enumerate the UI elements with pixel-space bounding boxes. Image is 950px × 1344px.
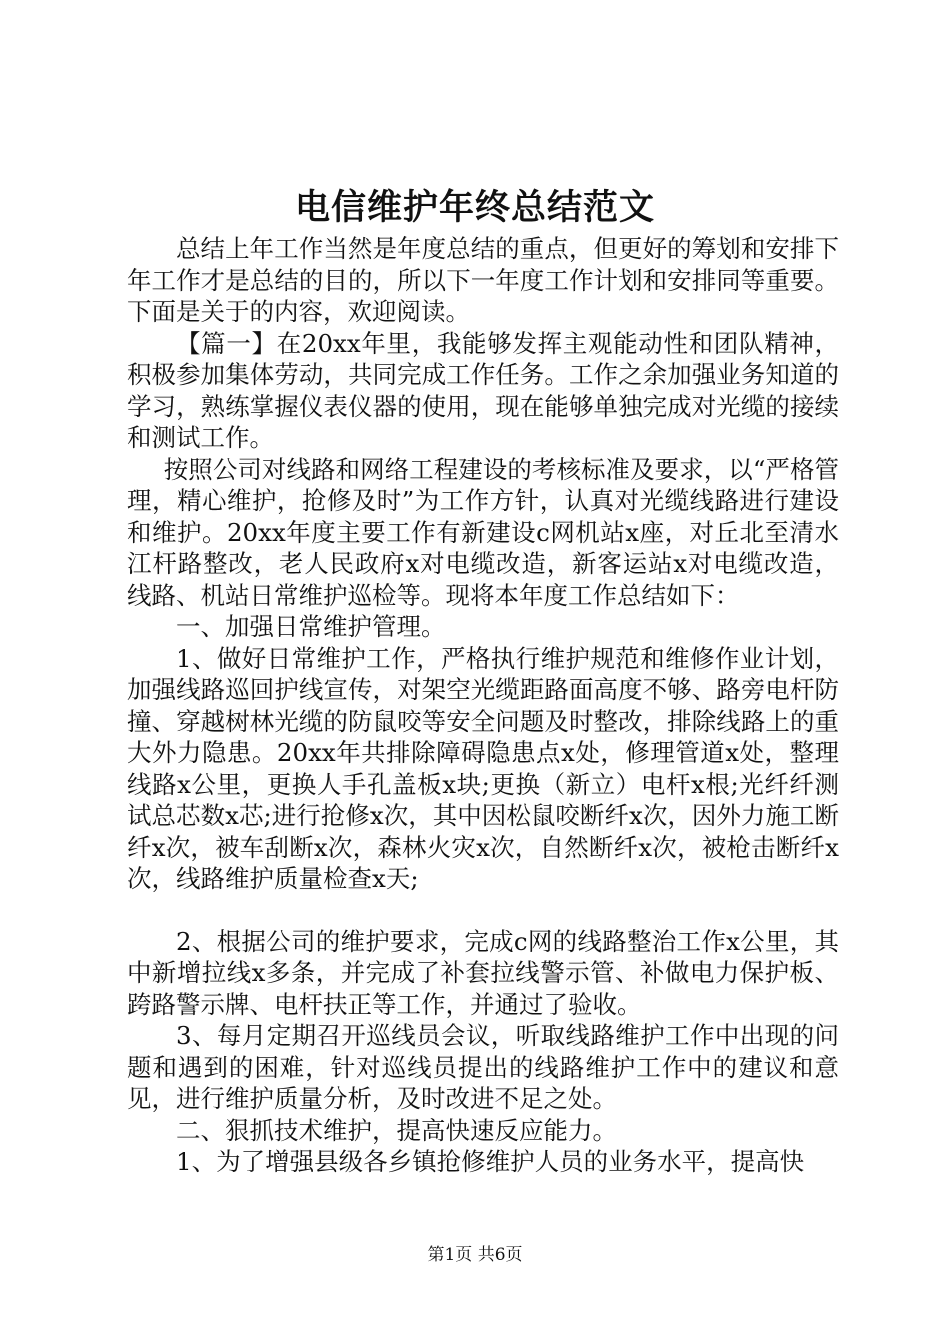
paragraph-gap [127,895,839,926]
item-1-tech-paragraph: 1、为了增强县级各乡镇抢修维护人员的业务水平，提高快 [176,1147,805,1176]
item-1-paragraph: 1、做好日常维护工作，严格执行维护规范和维修作业计划，加强线路巡回护线宣传，对架空光缆距路面高度不够、路旁电杆防撞、穿越树林光缆的防鼠咬等安全问题及时整改，排除线路上的重大外力隐患。20xx年共排除障碍隐患点x处，修理管道x处，整理线路x公里，更换人手孔盖板x块;更换（新立）电杆x根;光纤纤测试总芯数x芯;进行抢修x次，其中因松鼠咬断纤x次，因外力施工断纤x次，被车刮断x次，森林火灾x次，自然断纤x次，被枪击断纤x次，线路维护质量检查x天; [127,643,839,893]
document-title: 电信维护年终总结范文 [294,187,655,228]
item-2-paragraph: 2、根据公司的维护要求，完成c网的线路整治工作x公里，其中新增拉线x多条，并完成了补套拉线警示管、补做电力保护板、跨路警示牌、电杆扶正等工作，并通过了验收。 [127,926,839,1019]
document-body [127,233,839,1178]
item-3-paragraph: 3、每月定期召开巡线员会议，听取线路维护工作中出现的问题和遇到的困难，针对巡线员提出的线路维护工作中的建议和意见，进行维护质量分析，及时改进不足之处。 [127,1021,839,1113]
heading-daily-maintenance: 一、加强日常维护管理。 [176,612,446,641]
intro-paragraph: 总结上年工作当然是年度总结的重点，但更好的筹划和安排下年工作才是总结的目的，所以下一年度工作计划和安排同等重要。下面是关于的内容，欢迎阅读。 [127,234,839,326]
work-overview-paragraph: 按照公司对线路和网络工程建设的考核标准及要求，以“严格管理，精心维护，抢修及时”为工作方针，认真对光缆线路进行建设和维护。20xx年度主要工作有新建设c网机站x座，对丘北至清水江杆路整改，老人民政府x对电缆改造，新客运站x对电缆改造，线路、机站日常维护巡检等。现将本年度工作总结如下： [127,454,839,610]
page-footer: 第1页 共6页 [427,1245,523,1265]
heading-technical-maintenance: 二、狠抓技术维护，提高快速反应能力。 [176,1115,617,1145]
section-one-paragraph: 【篇一】在20xx年里，我能够发挥主观能动性和团队精神，积极参加集体劳动，共同完成工作任务。工作之余加强业务知道的学习，熟练掌握仪表仪器的使用，现在能够单独完成对光缆的接续和测试工作。 [127,328,839,452]
